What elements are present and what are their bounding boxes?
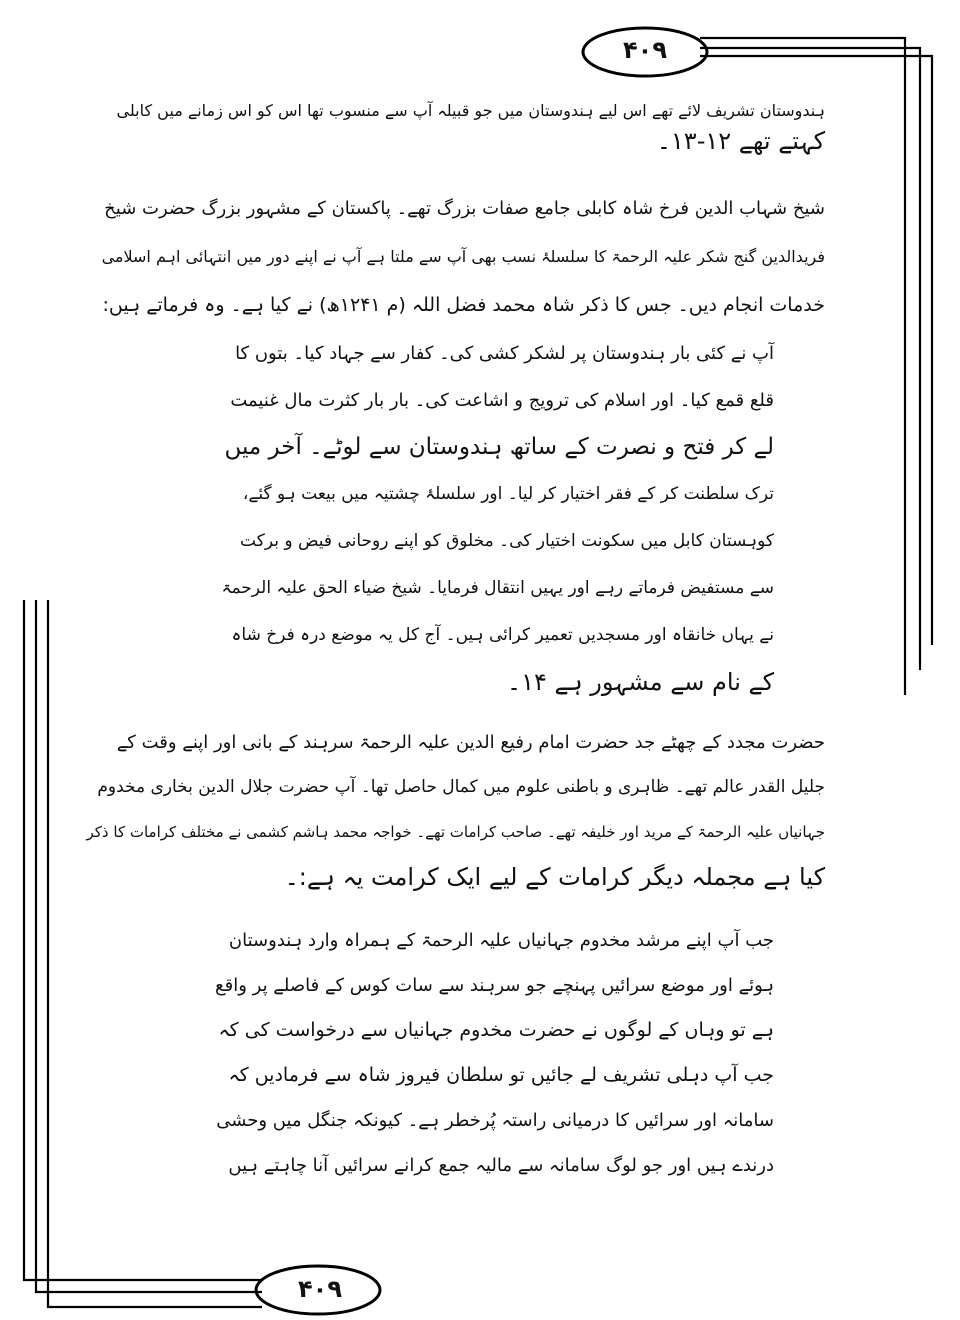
text-line: ہے تو وہاں کے لوگوں نے حضرت مخدوم جہانیاں سے درخواست کی کہ	[218, 1019, 774, 1041]
text-line: ترک سلطنت کر کے فقر اختیار کر لیا۔ اور سلسلۂ چشتیہ میں بیعت ہو گئے،	[242, 484, 774, 504]
text-line: قلع قمع کیا۔ اور اسلام کی ترویج و اشاعت کی۔ بار بار کثرت مال غنیمت	[230, 390, 774, 411]
text-line: کیا ہے مجملہ دیگر کرامات کے لیے ایک کرامت یہ ہے:۔	[284, 863, 825, 891]
text-line: ہندوستان تشریف لائے تھے اس لیے ہندوستان میں جو قبیلہ آپ سے منسوب تھا اس کو اس زمانے میں کابلی	[116, 101, 825, 120]
text-line: سے مستفیض فرماتے رہے اور یہیں انتقال فرمایا۔ شیخ ضیاء الحق علیہ الرحمۃ	[221, 578, 774, 598]
text-line: آپ نے کئی بار ہندوستان پر لشکر کشی کی۔ کفار سے جہاد کیا۔ بتوں کا	[235, 343, 774, 364]
text-line: جب آپ اپنے مرشد مخدوم جہانیاں علیہ الرحمۃ کے ہمراہ وارد ہندوستان	[228, 930, 774, 951]
text-line: ہوئے اور موضع سرائیں پہنچے جو سرہند سے سات کوس کے فاصلے پر واقع	[215, 975, 774, 996]
text-line: جب آپ دہلی تشریف لے جائیں تو سلطان فیروز شاہ سے فرمادیں کہ	[228, 1064, 774, 1086]
text-line: فریدالدین گنج شکر علیہ الرحمۃ کا سلسلۂ نسب بھی آپ سے ملتا ہے آپ نے اپنے دور میں انتہائی اہم اسلامی	[101, 247, 825, 266]
paragraph-intro	[85, 96, 825, 156]
text-line: جلیل القدر عالم تھے۔ ظاہری و باطنی علوم میں کمال حاصل تھا۔ آپ حضرت جلال الدین بخاری مخدوم	[97, 777, 825, 797]
text-line: جہانیاں علیہ الرحمۃ کے مرید اور خلیفہ تھے۔ صاحب کرامات تھے۔ خواجہ محمد ہاشم کشمی نے مختلف کرامات کا ذکر	[86, 823, 825, 841]
text-line: کوہستان کابل میں سکونت اختیار کی۔ مخلوق کو اپنے روحانی فیض و برکت	[240, 531, 774, 551]
quotation-rafi-uddin	[214, 918, 774, 1188]
text-line: شیخ شہاب الدین فرخ شاہ کابلی جامع صفات بزرگ تھے۔ پاکستان کے مشہور بزرگ حضرت شیخ	[104, 198, 825, 219]
text-line: سامانہ اور سرائیں کا درمیانی راستہ پُرخطر ہے۔ کیونکہ جنگل میں وحشی	[216, 1110, 774, 1131]
page-number-top: ۴۰۹	[623, 36, 667, 64]
text-line: کہتے تھے ۱۲-۱۳۔	[656, 127, 825, 155]
text-line: درندے ہیں اور جو لوگ سامانہ سے مالیہ جمع کرانے سرائیں آنا چاہتے ہیں	[228, 1155, 774, 1176]
paragraph-rafi-uddin	[85, 720, 825, 900]
text-line: کے نام سے مشہور ہے ۱۴۔	[507, 668, 774, 696]
page-number-bottom: ۴۰۹	[298, 1275, 342, 1303]
text-line: خدمات انجام دیں۔ جس کا ذکر شاہ محمد فضل اللہ (م ۱۲۴۱ھ) نے کیا ہے۔ وہ فرماتے ہیں:	[102, 294, 825, 316]
paragraph-shahab-uddin	[85, 185, 825, 329]
quotation-shahab-uddin	[214, 330, 774, 706]
text-line: نے یہاں خانقاہ اور مسجدیں تعمیر کرائی ہیں۔ آج کل یہ موضع درہ فرخ شاہ	[231, 625, 774, 645]
text-line: حضرت مجدد کے چھٹے جد حضرت امام رفیع الدین علیہ الرحمۃ سرہند کے بانی اور اپنے وقت کے	[116, 732, 825, 753]
text-line: لے کر فتح و نصرت کے ساتھ ہندوستان سے لوٹے۔ آخر میں	[224, 434, 774, 460]
